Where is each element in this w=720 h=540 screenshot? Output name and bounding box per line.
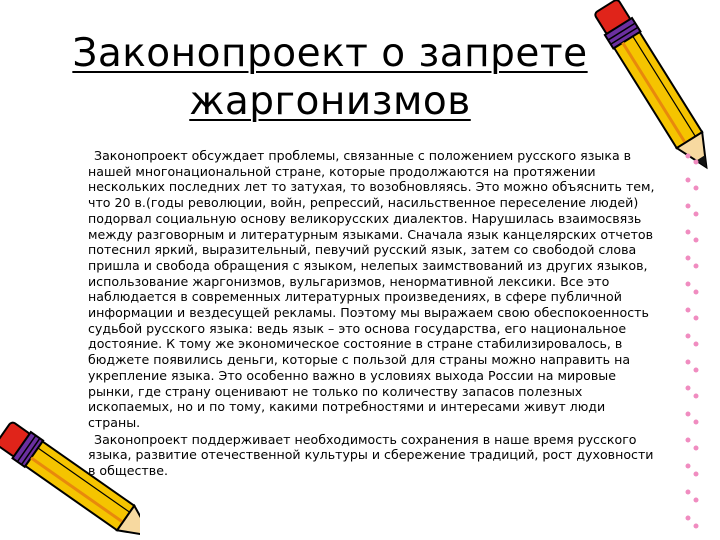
slide-title: [60, 30, 600, 126]
body-paragraph-1: Законопроект обсуждает проблемы, связанные с положением русского языка в нашей многонациональной стране, которые продолжаются на протяжении нескольких последних лет то затухая, то возобновляясь. Это можно объяснить тем, что 20 в.(годы революции, войн, репрессий, насильственное переселение людей) подорвал социальную основу великорусских диалектов. Нарушилась взаимосвязь между разговорным и литературным языками. Сначала язык канцелярских отчетов потеснил яркий, выразительный, певучий русский язык, затем со свободой слова пришла и свобода обращения с языком, нелепых заимствований из других языков, использование жаргонизмов, вульгаризмов, ненормативной лексики. Все это наблюдается в современных литературных произведениях, в сфере публичной информации и вездесущей рекламы. Поэтому мы выражаем свою обеспокоенность судьбой русского языка: ведь язык – это основа государства, его национальное достояние. К тому же экономическое состояние в стране стабилизировалось, в бюджете появились деньги, которые с пользой для страны можно направить на укрепление языка. Это особенно важно в условиях выхода России на мировые рынки, где страну оценивают не только по количеству запасов полезных ископаемых, но и по тому, какими потребностями и интересами живут люди страны.: [88, 148, 655, 430]
dotted-border-decoration: [682, 150, 702, 530]
title-line-1: Законопроект о запрете: [72, 31, 588, 76]
body-paragraph-2: Законопроект поддерживает необходимость сохранения в наше время русского языка, развитие отечественной культуры и сбережение традиций, рост духовности в обществе.: [88, 431, 654, 479]
slide-body: [88, 148, 660, 479]
title-line-2: жаргонизмов: [189, 79, 471, 124]
pencil-icon: [590, 0, 720, 170]
